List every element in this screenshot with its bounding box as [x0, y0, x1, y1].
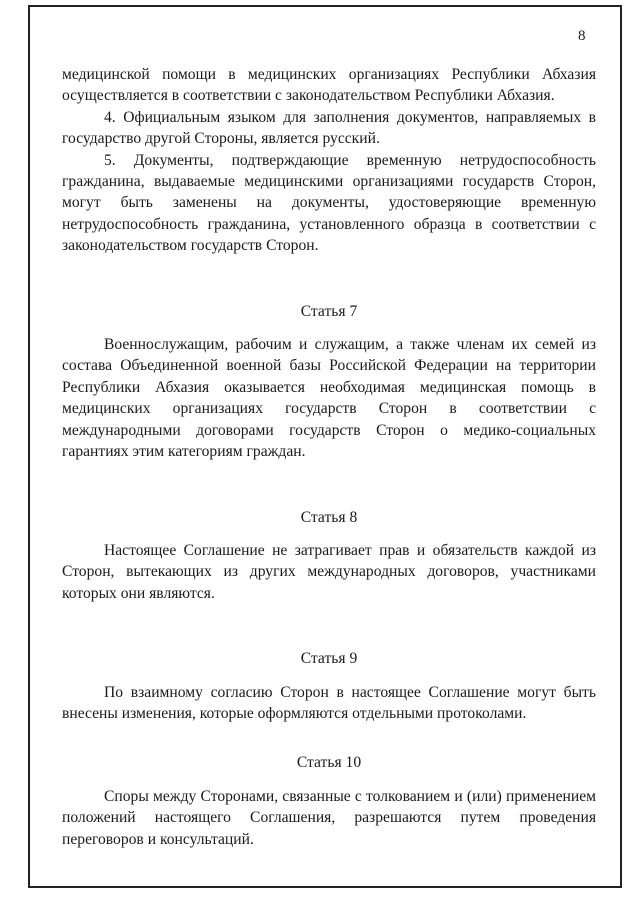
- article-10-title: Статья 10: [296, 754, 362, 772]
- paragraph-5: 5. Документы, подтверждающие временную нетрудоспособность гражданина, выдаваемые медицинскими организациями государств Сторон, могут быть заменены на документы, удостоверяющие временную нетрудоспособность гражданина, установленного образца в соответствии с законодательством государств Сторон.: [62, 151, 596, 255]
- document-body: [62, 64, 596, 850]
- paragraph-continuation: медицинской помощи в медицинских организациях Республики Абхазия осуществляется в соответствии с законодательством Республики Абхазия.: [62, 66, 596, 105]
- article-8-title: Статья 8: [300, 508, 358, 526]
- article-9-text: По взаимному согласию Сторон в настоящее Соглашение могут быть внесены изменения, которые оформляются отдельными протоколами.: [62, 683, 596, 722]
- page-number: 8: [578, 28, 586, 44]
- article-9-title: Статья 9: [300, 650, 358, 668]
- article-7-text: Военнослужащим, рабочим и служащим, а также членам их семей из состава Объединенной военной базы Российской Федерации на территории Республики Абхазия оказывается необходимая медицинская помощь в медицинских организациях государств Сторон в соответствии с международными договорами государств Сторон о медико-социальных гарантиях этим категориям граждан.: [62, 336, 596, 461]
- paragraph-4: 4. Официальным языком для заполнения документов, направляемых в государство другой Стороны, является русский.: [62, 108, 596, 148]
- article-8-text: Настоящее Соглашение не затрагивает прав и обязательств каждой из Сторон, вытекающих из других международных договоров, участниками которых они являются.: [62, 541, 596, 602]
- article-10-text: Споры между Сторонами, связанные с толкованием и (или) применением положений настоящего Соглашения, разрешаются путем проведения переговоров и консультаций.: [62, 787, 596, 848]
- article-7-title: Статья 7: [300, 302, 358, 320]
